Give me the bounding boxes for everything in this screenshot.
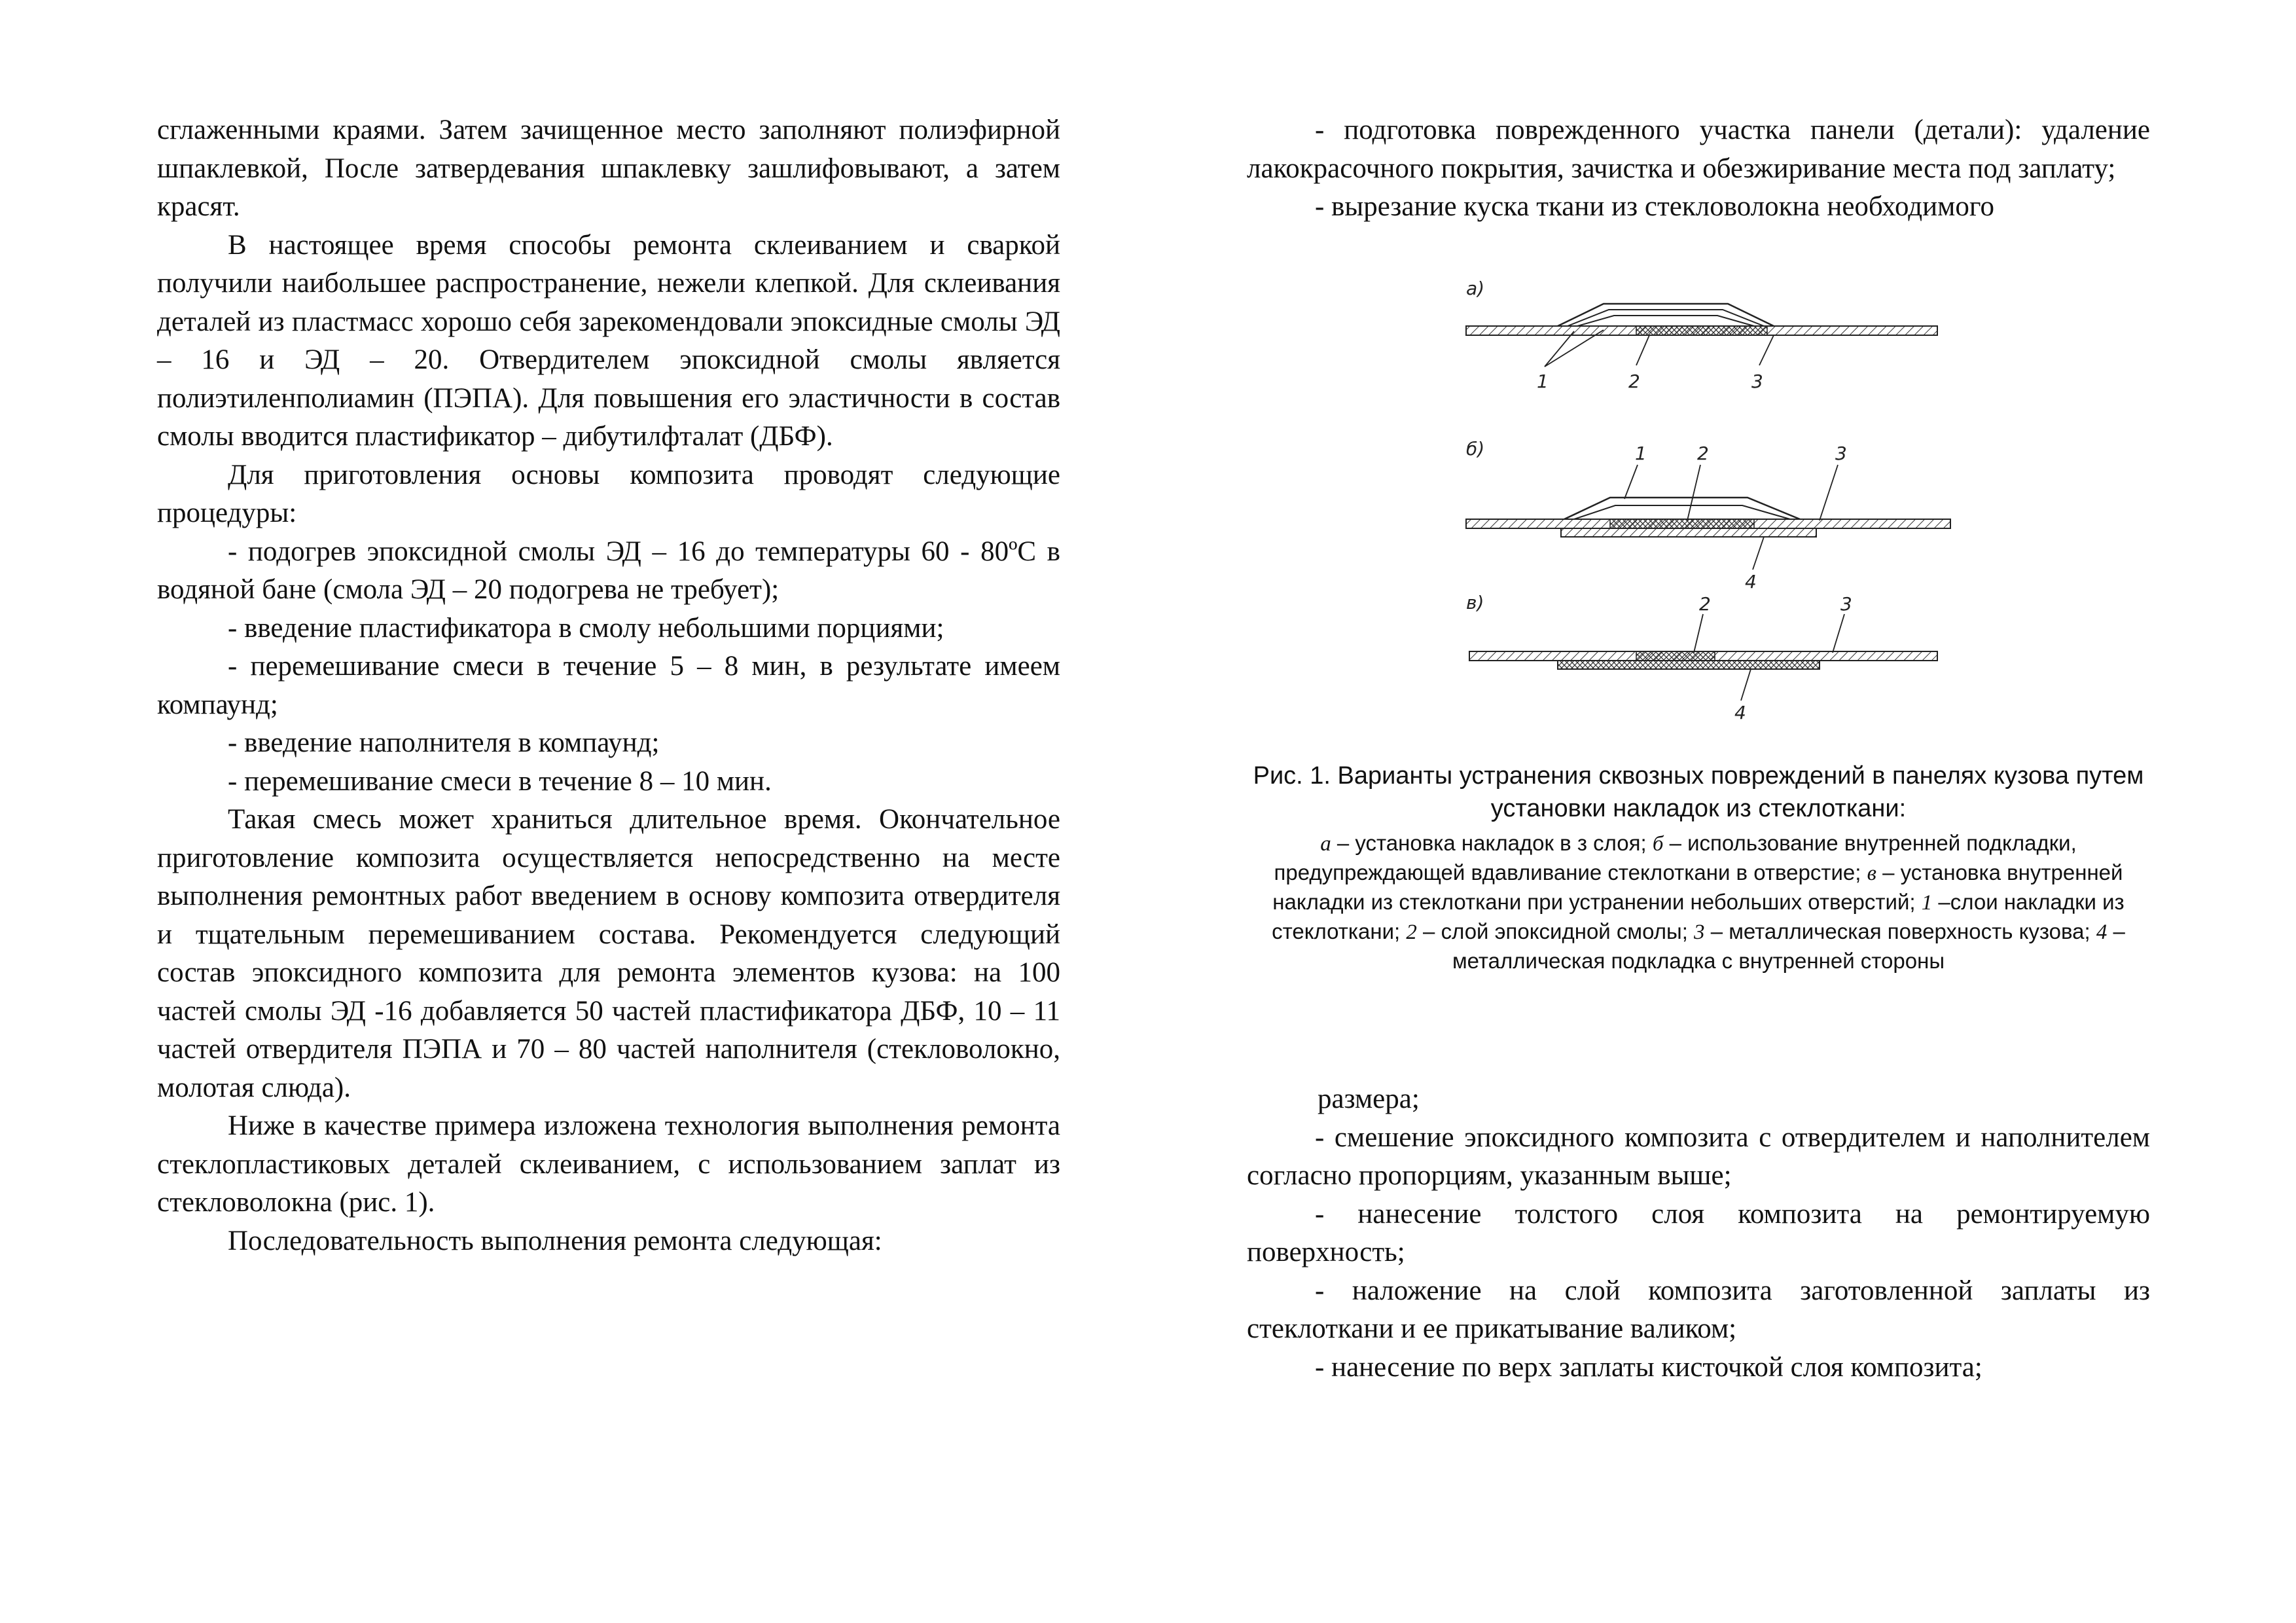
paragraph: Такая смесь может храниться длительное время. Окончательное приготовление композита осуществляется непосредственно на месте выполнения ремонтных работ введением в основу композита отвердителя и тщательным перемешиванием состава. Рекомендуется следующий состав эпоксидного композита для ремонта элементов кузова: на 100 частей смолы ЭД -16 добавляется 50 частей пластификатора ДБФ, 10 – 11 частей отвердителя ПЭПА и 70 – 80 частей наполнителя (стекловолокно, молотая слюда). [157,804,1060,1103]
caption-key: 4 [2096,921,2108,944]
leader-line [1687,465,1700,520]
list-item: - нанесение по верх заплаты кисточкой слоя композита; [1315,1351,1982,1383]
list-item: - нанесение толстого слоя композита на ремонтируемую поверхность; [1247,1198,2150,1267]
list-item: - перемешивание смеси в течение 8 – 10 мин. [228,765,772,797]
caption-key: 3 [1694,921,1705,944]
leader-line [1833,614,1844,653]
callout-number: 3 [1835,443,1847,464]
callout-number: 4 [1734,702,1746,723]
leader-line [1759,335,1774,365]
figure-panel-b [1466,438,1950,593]
resin-layer [1610,519,1754,528]
caption-key: б [1652,832,1664,856]
callout-number: 1 [1537,371,1549,392]
list-item: - смешение эпоксидного композита с отвердителем и наполнителем согласно пропорциям, указанным выше; [1247,1122,2150,1191]
patch-layer [1568,310,1764,326]
list-item: - введение пластификатора в смолу небольшими порциями; [228,612,944,644]
caption-text: – установка внутренней накладки из стеклоткани при устранении небольших отверстий; [1272,860,2123,914]
leader-line [1741,669,1751,701]
leader-line [1820,465,1838,520]
caption-key: в [1867,862,1876,885]
caption-text: –слои накладки из стеклоткани; [1272,890,2125,943]
left-column [157,111,1060,1260]
callout-number: 2 [1697,443,1709,464]
leader-line [1636,335,1649,365]
callout-number: 1 [1635,443,1647,464]
leader-line [1753,537,1764,570]
callout-number: 3 [1840,593,1852,615]
list-item: - наложение на слой композита заготовленной заплаты из стеклоткани и ее прикатывание валиком; [1247,1275,2150,1344]
paragraph: сглаженными краями. Затем зачищенное место заполняют полиэфирной шпаклевкой, После затвердевания шпаклевку зашлифовывают, а затем красят. [157,115,1060,222]
patch-layer [1564,498,1800,519]
panel-label-c: в) [1466,592,1484,613]
list-item: - вырезание куска ткани из стекловолокна необходимого [1315,191,1994,222]
right-column-top [1247,111,2150,227]
list-item: - введение наполнителя в компаунд; [228,727,660,758]
resin-layer [1636,326,1767,335]
caption-text: – металлическая поверхность кузова; [1704,919,2096,943]
paragraph: Последовательность выполнения ремонта следующая: [228,1225,882,1256]
list-item: - подогрев эпоксидной смолы ЭД – 16 до температуры 60 - 80ºС в водяной бане (смола ЭД – 20 подогрева не требует); [157,536,1060,605]
caption-key: 2 [1406,921,1417,944]
callout-number: 2 [1699,593,1711,615]
list-item: - перемешивание смеси в течение 5 – 8 мин, в результате имеем компаунд; [157,651,1060,720]
caption-title: Рис. 1. Варианты устранения сквозных повреждений в панелях кузова путем установки накладок из стеклоткани: [1253,762,2144,822]
list-item: - подготовка поврежденного участка панели (детали): удаление лакокрасочного покрытия, зачистка и обезжиривание места под заплату; [1247,115,2150,184]
caption-text: – слой эпоксидной смолы; [1416,919,1695,943]
repair-figure [1446,275,1970,733]
caption-legend [1247,829,2150,976]
right-column-bottom [1247,1080,2150,1387]
callout-number: 3 [1751,371,1763,392]
panel-label-b: б) [1466,438,1485,460]
leader-line [1624,465,1638,499]
callout-number: 2 [1628,371,1640,392]
paragraph: В настоящее время способы ремонта склеиванием и сваркой получили наибольшее распространение, нежели клепкой. Для склеивания деталей из пластмасс хорошо себя зарекомендовали эпоксидные смолы ЭД – 16 и ЭД – 20. Отвердителем эпоксидной смолы является полиэтиленполиамин (ПЭПА). Для повышения его эластичности в состав смолы вводится пластификатор – дибутилфталат (ДБФ). [157,229,1060,452]
inner-backing-plate [1561,528,1816,537]
resin-layer [1636,651,1715,661]
leader-line [1545,331,1574,367]
paragraph: Ниже в качестве примера изложена технология выполнения ремонта стеклопластиковых деталей склеиванием, с использованием заплат из стекловолокна (рис. 1). [157,1110,1060,1218]
caption-text: – установка накладок в з слоя; [1331,831,1653,855]
caption-text: – металлическая подкладка с внутренней стороны [1452,919,2125,973]
callout-number: 4 [1745,571,1757,593]
paragraph: Для приготовления основы композита проводят следующие процедуры: [157,459,1060,528]
caption-text: – использование внутренней подкладки, предупреждающей вдавливание стеклоткани в отверстие; [1274,831,2077,884]
figure-panel-a [1466,278,1937,392]
leader-line [1694,614,1703,653]
inner-glass-patch [1558,661,1820,669]
figure-panel-c [1466,592,1937,723]
panel-label-a: а) [1466,278,1485,299]
patch-layer [1577,316,1754,326]
paragraph: размера; [1318,1084,1420,1114]
caption-key: а [1320,832,1331,856]
patch-layer [1574,505,1790,519]
caption-key: 1 [1921,891,1933,915]
figure-caption [1247,759,2150,976]
